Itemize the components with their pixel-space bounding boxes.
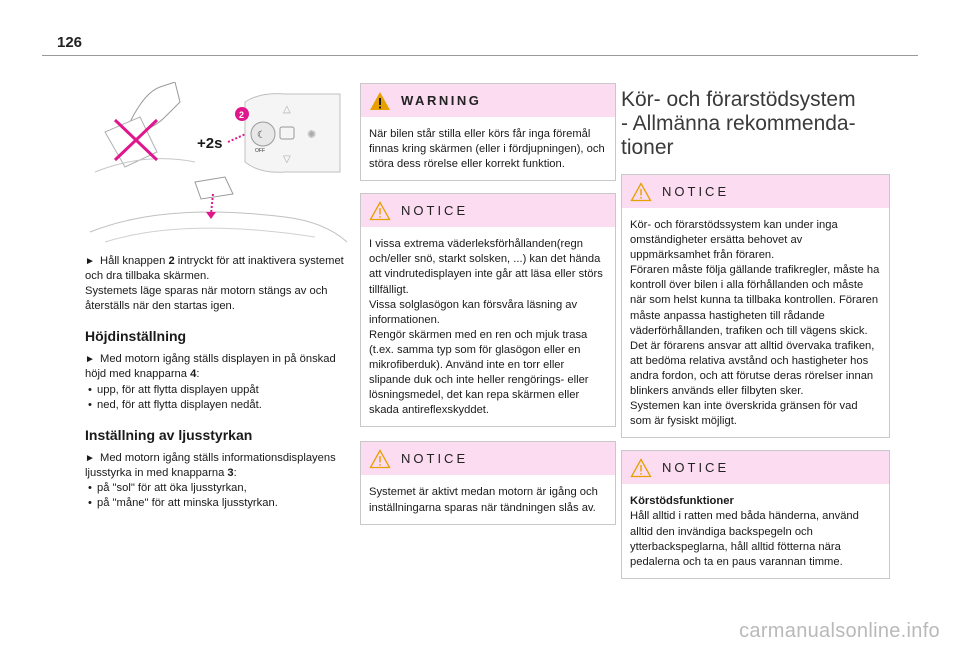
right-column <box>621 84 890 579</box>
list-item: • upp, för att flytta displayen uppåt <box>85 383 347 398</box>
notice-text: Systemet är aktivt medan motorn är igång och inställningarna sparas när tändningen slås av. <box>369 486 598 514</box>
notice-paragraph: Kör- och förarstödssystem kan under inga omständigheter ersätta behovet av uppmärksamhet från föraren. <box>630 219 838 262</box>
notice-icon <box>630 458 652 478</box>
notice-icon <box>369 201 391 221</box>
height-heading: Höjdinställning <box>85 328 187 345</box>
list-item: • på "måne" för att minska ljusstyrkan. <box>85 496 347 511</box>
notice-title: NOTICE <box>401 451 469 467</box>
height-instruction: ► Med motorn igång ställs displayen in på önskad höjd med knapparna 4: <box>85 353 336 381</box>
svg-text:☾: ☾ <box>257 130 266 141</box>
svg-text:✺: ✺ <box>307 129 317 141</box>
svg-text:▽: ▽ <box>283 154 291 165</box>
notice-paragraph: Rengör skärmen med en ren och mjuk trasa (t.ex. samma typ som för glasögon eller en mikrofiberduk). Använd inte en torr eller slipande duk och inte heller rengörings- eller lösningsmedel, det kan repa skärmen eller skada antireflexskyddet. <box>369 328 589 417</box>
notice-box <box>360 193 616 427</box>
middle-column <box>360 83 616 525</box>
notice-title: NOTICE <box>662 184 730 199</box>
header-divider <box>42 55 918 56</box>
deactivate-instruction: ► Håll knappen 2 intryckt för att inaktivera systemet och dra tillbaka skärmen. <box>85 255 344 283</box>
notice-paragraph: Vissa solglasögon kan försvåra läsning av informationen. <box>369 298 578 326</box>
hold-duration-label: +2s <box>197 135 223 152</box>
watermark: carmanualsonline.info <box>739 620 940 642</box>
button-off-label: OFF <box>255 148 265 154</box>
notice-icon <box>630 182 652 202</box>
warning-box <box>360 83 616 181</box>
svg-text:△: △ <box>283 104 291 115</box>
list-item: • på "sol" för att öka ljusstyrkan, <box>85 481 347 496</box>
notice-paragraph: I vissa extrema väderleksförhållanden(regn och/eller snö, starkt solsken, ...) kan det hända att vindrutedisplayen inte går att läsa eller störs tillfälligt. <box>369 238 603 296</box>
notice-title: NOTICE <box>662 460 730 476</box>
list-item: • ned, för att flytta displayen nedåt. <box>85 398 347 413</box>
notice-box <box>360 441 616 524</box>
deactivate-note: Systemets läge sparas när motorn stängs av och återställs när den startas igen. <box>85 285 328 313</box>
section-title: Kör- och förarstödsystem - Allmänna rekommenda- tioner <box>621 88 856 159</box>
notice-title: NOTICE <box>401 203 469 219</box>
notice-box <box>621 174 890 438</box>
warning-icon <box>369 91 391 111</box>
left-column <box>85 82 347 511</box>
warning-text: När bilen står stilla eller körs får inga föremål finnas kring skärmen (eller i fördjupningen), och störa dess rörelse eller korrekt funktion. <box>369 128 605 171</box>
notice-lead: Körstödsfunktioner <box>630 495 734 508</box>
page-number: 126 <box>57 34 83 51</box>
notice-paragraph: Det är förarens ansvar att alltid övervaka trafiken, att bedöma relativa avstånd och hastigheter hos andra fordon, och att förutse deras rörelser innan blinkers används eller filbyten sker. <box>630 339 875 398</box>
notice-text: Håll alltid i ratten med båda händerna, använd alltid den invändiga backspegeln och ytterbackspeglarna, håll alltid fötterna nära pedalerna och ta en paus varannan timme. <box>630 510 859 568</box>
notice-paragraph: Föraren måste följa gällande trafikregler, måste ha kontroll över bilen i alla förhållanden och måste när som helst kunna ta tillbaka kontrollen. Föraren måste anpassa hastigheten till rådande väderförhållanden, trafiken och till vägens skick. <box>630 264 880 337</box>
head-up-display-diagram <box>85 82 347 252</box>
brightness-heading: Inställning av ljusstyrkan <box>85 426 253 443</box>
brightness-instruction: ► Med motorn igång ställs informationsdisplayens ljusstyrka in med knapparna 3: <box>85 451 336 479</box>
notice-icon <box>369 449 391 469</box>
notice-box <box>621 450 890 578</box>
callout-badge-number: 2 <box>239 110 245 120</box>
warning-title: WARNING <box>401 93 482 108</box>
notice-paragraph: Systemen kan inte överskrida gränsen för vad som är fysiskt möjligt. <box>630 400 858 428</box>
display-illustration <box>85 82 347 252</box>
